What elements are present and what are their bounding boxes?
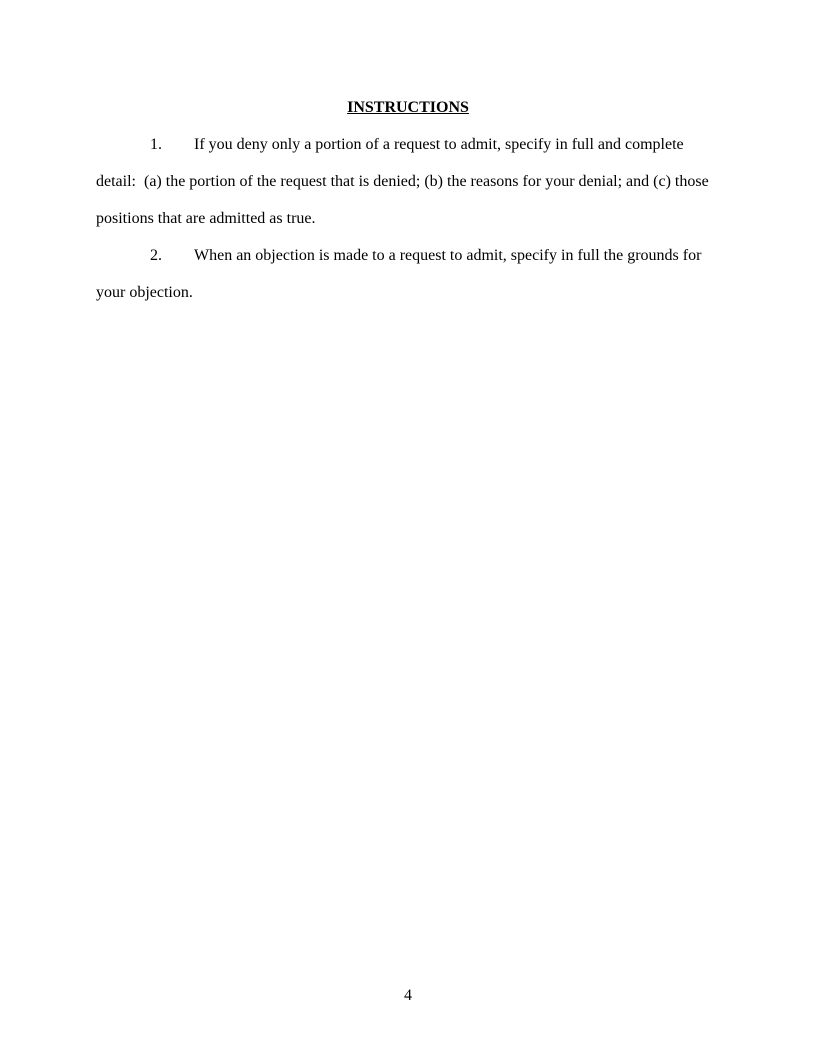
paragraph-number-1: 1. [150,136,162,153]
document-body [96,89,720,311]
instruction-paragraph-2 [96,237,720,311]
paragraph-number-2: 2. [150,247,162,264]
instruction-paragraph-1 [96,126,720,237]
page-number: 4 [404,987,412,1004]
paragraph-text-2: When an objection is made to a request to admit, specify in full the grounds for your objection. [96,247,706,301]
instructions-heading: INSTRUCTIONS [347,99,469,116]
paragraph-text-1: If you deny only a portion of a request to admit, specify in full and complete detail: (a) the portion of the request that is denied; (b) the reasons for your denial; and (c) those positions that are admitted as true. [96,136,713,227]
